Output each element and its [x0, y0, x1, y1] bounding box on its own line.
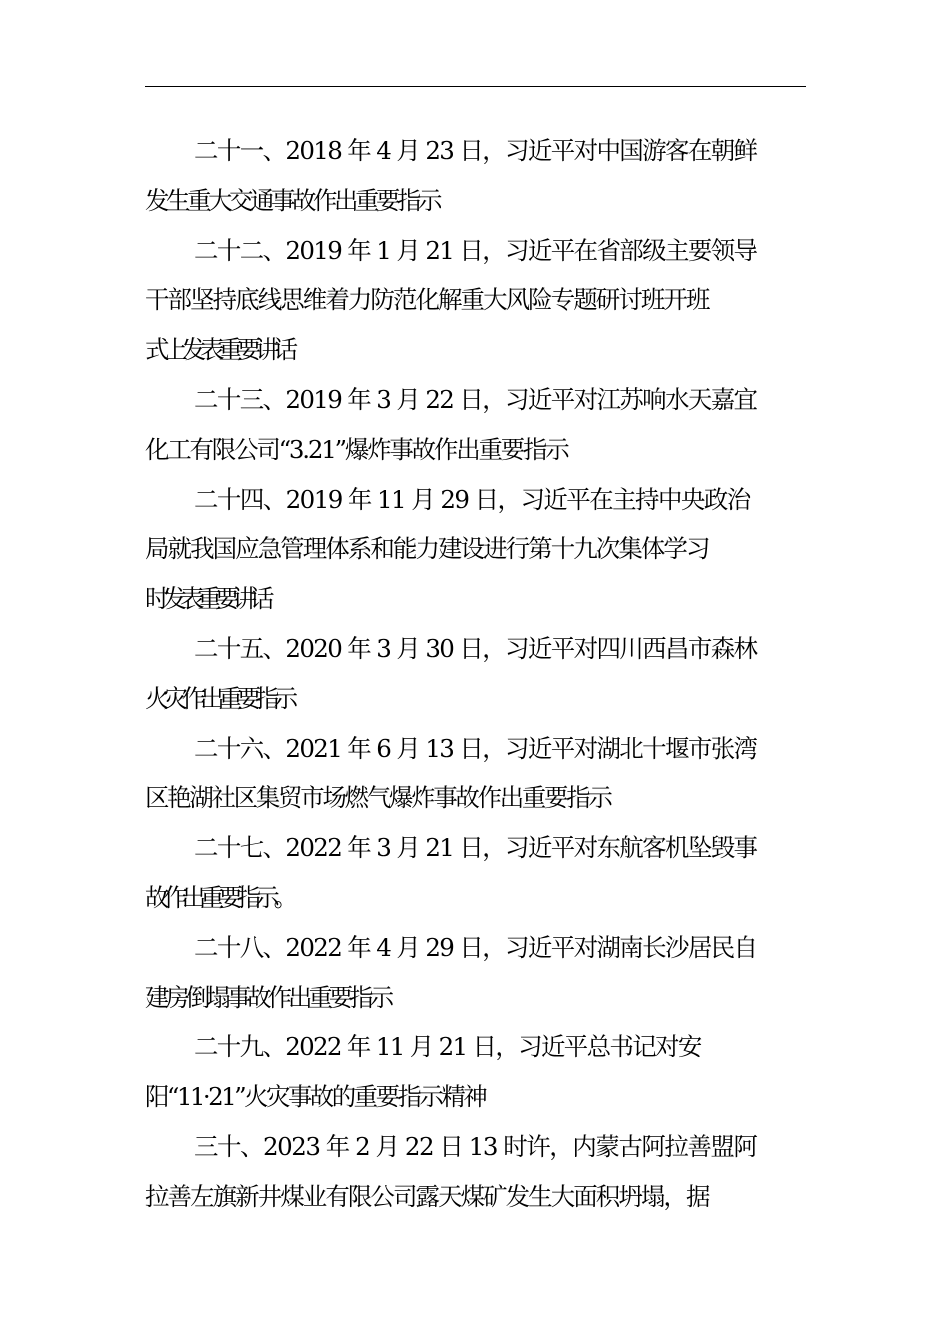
paragraph-29	[145, 1022, 806, 1122]
paragraph-line: 二十二、2019 年 1 月 21 日，习近平在省部级主要领导	[194, 235, 757, 265]
paragraph-line: 二十三、2019 年 3 月 22 日，习近平对江苏响水天嘉宜	[194, 384, 757, 414]
header-rule	[145, 86, 806, 87]
paragraph-line: 干部坚持底线思维着力防范化解重大风险专题研讨班开班	[145, 285, 709, 315]
paragraph-22	[145, 226, 806, 375]
paragraph-26	[145, 724, 806, 824]
paragraph-line: 拉善左旗新井煤业有限公司露天煤矿发生大面积坍塌，据	[145, 1181, 709, 1211]
paragraph-line: 火灾作出重要指示	[145, 683, 292, 713]
paragraph-27	[145, 823, 806, 923]
paragraph-line: 二十四、2019 年 11 月 29 日，习近平在主持中央政治	[194, 484, 750, 514]
paragraph-30	[145, 1122, 806, 1222]
paragraph-24	[145, 475, 806, 624]
paragraph-line: 式上发表重要讲话	[145, 335, 292, 365]
paragraph-line: 二十六、2021 年 6 月 13 日，习近平对湖北十堰市张湾	[194, 733, 757, 763]
paragraph-line: 二十七、2022 年 3 月 21 日，习近平对东航客机坠毁事	[194, 833, 757, 863]
paragraph-line: 时发表重要讲话	[145, 584, 268, 614]
document-body	[145, 126, 806, 1222]
paragraph-25	[145, 624, 806, 724]
paragraph-line: 区艳湖社区集贸市场燃气爆炸事故作出重要指示	[145, 783, 611, 813]
paragraph-line: 二十八、2022 年 4 月 29 日，习近平对湖南长沙居民自	[194, 932, 757, 962]
paragraph-line: 局就我国应急管理体系和能力建设进行第十九次集体学习	[145, 534, 709, 564]
paragraph-line: 建房倒塌事故作出重要指示	[145, 982, 391, 1012]
paragraph-line: 发生重大交通事故作出重要指示	[145, 185, 439, 215]
paragraph-28	[145, 923, 806, 1023]
paragraph-line: 二十九、2022 年 11 月 21 日，习近平总书记对安	[194, 1032, 701, 1062]
paragraph-line: 二十一、2018 年 4 月 23 日，习近平对中国游客在朝鲜	[194, 136, 757, 165]
paragraph-line: 故作出重要指示。	[145, 882, 292, 912]
paragraph-line: 阳“11·21”火灾事故的重要指示精神	[145, 1082, 486, 1112]
paragraph-line: 二十五、2020 年 3 月 30 日，习近平对四川西昌市森林	[194, 633, 757, 663]
paragraph-line: 化工有限公司“3.21”爆炸事故作出重要指示	[145, 434, 568, 464]
paragraph-23	[145, 375, 806, 475]
paragraph-line: 三十、2023 年 2 月 22 日 13 时许，内蒙古阿拉善盟阿	[194, 1131, 757, 1161]
paragraph-21	[145, 126, 806, 226]
